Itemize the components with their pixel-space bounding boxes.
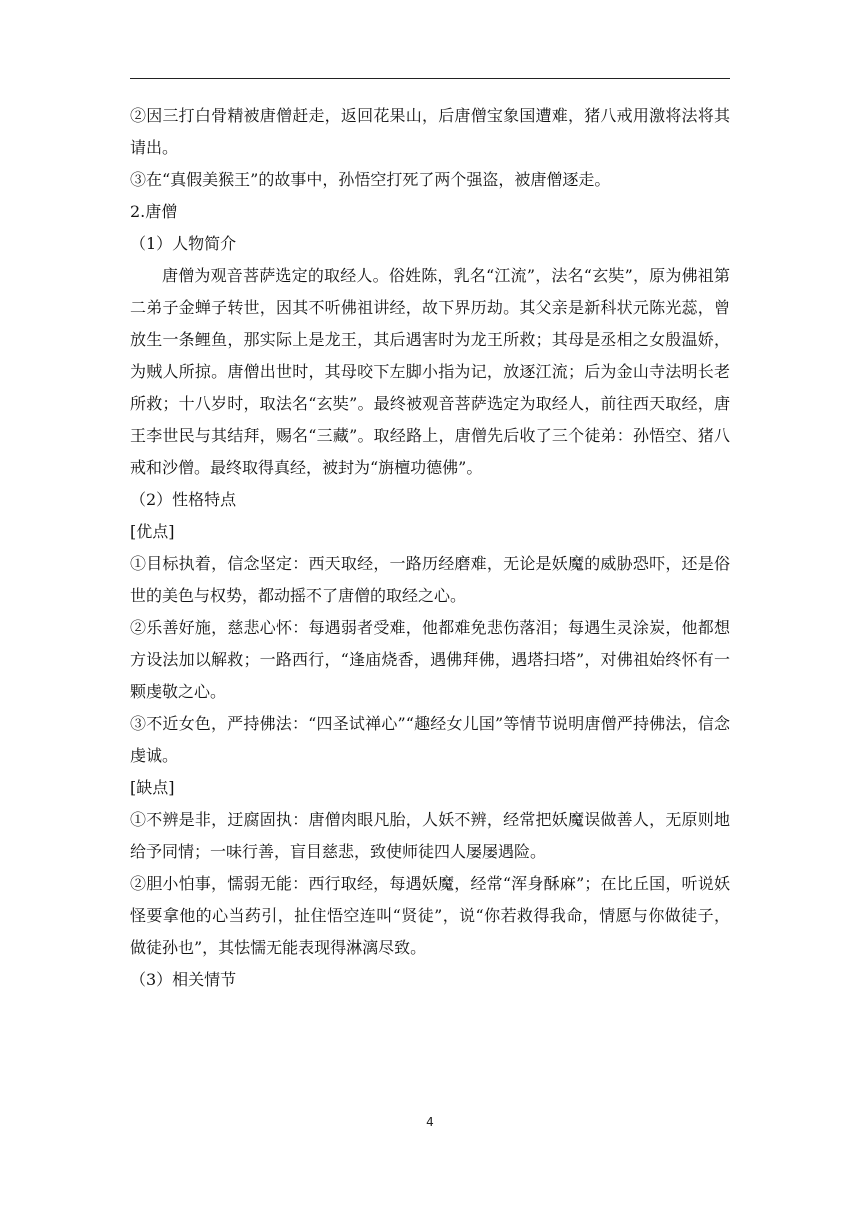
- section-heading: （2）性格特点: [130, 490, 237, 509]
- page-number: 4: [426, 1115, 434, 1129]
- document-body: [130, 100, 730, 996]
- paragraph: ②因三打白骨精被唐僧赶走，返回花果山，后唐僧宝象国遭难，猪八戒用激将法将其请出。: [130, 106, 730, 157]
- paragraph: ③不近女色，严持佛法：“四圣试禅心”“趣经女儿国”等情节说明唐僧严持佛法，信念虔诚。: [130, 714, 730, 765]
- paragraph: ②乐善好施，慈悲心怀：每遇弱者受难，他都难免悲伤落泪；每遇生灵涂炭，他都想方设法加以解救；一路西行，“逢庙烧香，遇佛拜佛，遇塔扫塔”，对佛祖始终怀有一颗虔敬之心。: [130, 618, 730, 701]
- section-heading: （1）人物简介: [130, 234, 237, 253]
- paragraph: 唐僧为观音菩萨选定的取经人。俗姓陈，乳名“江流”，法名“玄奘”，原为佛祖第二弟子金蝉子转世，因其不听佛祖讲经，故下界历劫。其父亲是新科状元陈光蕊，曾放生一条鲤鱼，那实际上是龙王，其后遇害时为龙王所救；其母是丞相之女殷温娇，为贼人所掠。唐僧出世时，其母咬下左脚小指为记，放逐江流；后为金山寺法明长老所救；十八岁时，取法名“玄奘”。最终被观音菩萨选定为取经人，前往西天取经，唐王李世民与其结拜，赐名“三藏”。取经路上，唐僧先后收了三个徒弟：孙悟空、猪八戒和沙僧。最终取得真经，被封为“旃檀功德佛”。: [130, 266, 730, 477]
- paragraph: ①不辨是非，迂腐固执：唐僧肉眼凡胎，人妖不辨，经常把妖魔误做善人，无原则地给予同情；一味行善，盲目慈悲，致使师徒四人屡屡遇险。: [130, 810, 730, 861]
- paragraph: ①目标执着，信念坚定：西天取经，一路历经磨难，无论是妖魔的威胁恐吓，还是俗世的美色与权势，都动摇不了唐僧的取经之心。: [130, 554, 730, 605]
- section-heading: 2.唐僧: [130, 202, 178, 221]
- section-heading: [缺点]: [130, 778, 175, 797]
- section-heading: [优点]: [130, 522, 175, 541]
- section-heading: （3）相关情节: [130, 970, 237, 989]
- header-rule: [130, 78, 730, 79]
- paragraph: ③在“真假美猴王”的故事中，孙悟空打死了两个强盗，被唐僧逐走。: [130, 170, 611, 189]
- paragraph: ②胆小怕事，懦弱无能：西行取经，每遇妖魔，经常“浑身酥麻”；在比丘国，听说妖怪要拿他的心当药引，扯住悟空连叫“贤徒”，说“你若救得我命，情愿与你做徒子，做徒孙也”，其怯懦无能表现得淋漓尽致。: [130, 874, 730, 957]
